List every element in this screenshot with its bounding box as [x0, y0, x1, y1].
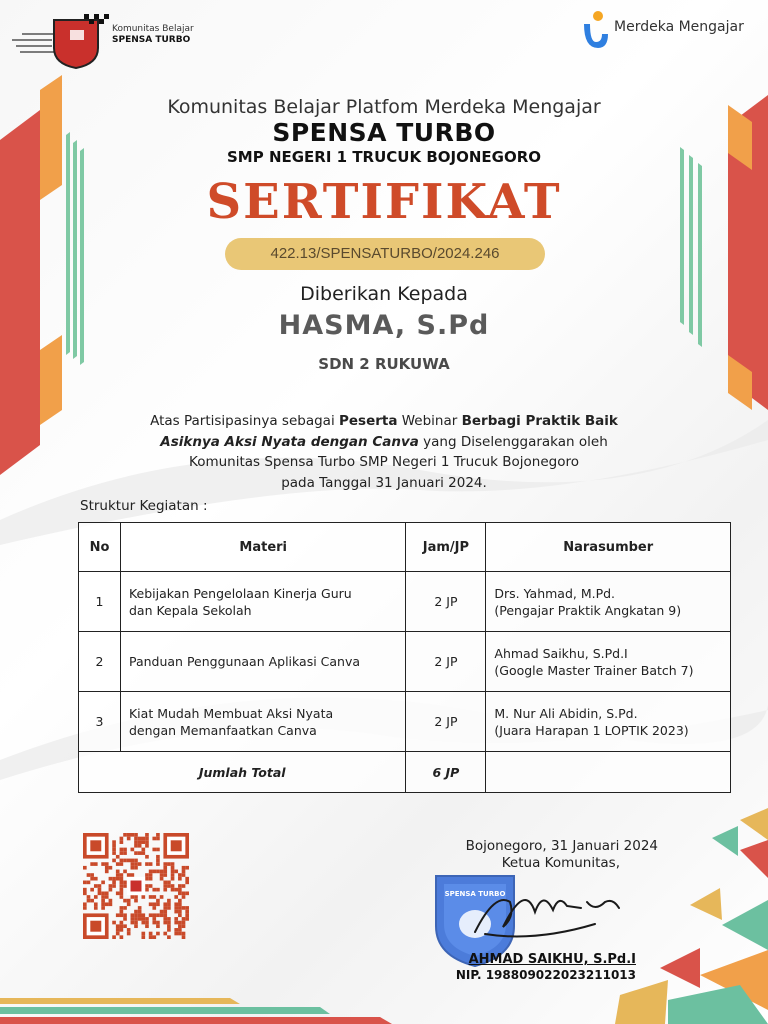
given-to-label: Diberikan Kepada [300, 283, 468, 305]
desc-role: Peserta [338, 413, 398, 429]
left-orange-band-lower [40, 335, 62, 425]
stamp-text: SPENSA TURBO [444, 890, 506, 898]
desc-text-2: Webinar [397, 413, 462, 429]
place-date: Bojonegoro, 31 Januari 2024 [465, 838, 658, 854]
header-materi: Materi [120, 523, 405, 572]
table-header-row [79, 523, 731, 572]
header-no: No [79, 523, 121, 572]
desc-line-3: Komunitas Spensa Turbo SMP Negeri 1 Trucuk Bojonegoro [189, 454, 579, 470]
table-total-row [79, 752, 731, 793]
desc-text-1: Atas Partisipasinya sebagai [150, 413, 339, 429]
schedule-table [78, 522, 731, 793]
row-narasumber [486, 632, 731, 692]
narasumber-name: M. Nur Ali Abidin, S.Pd. [494, 705, 638, 721]
narasumber-title: (Pengajar Praktik Angkatan 9) [494, 602, 682, 618]
row-jam: 2 JP [406, 632, 486, 692]
header-jam: Jam/JP [406, 523, 486, 572]
table-row [79, 632, 731, 692]
desc-topic-b: Asiknya Aksi Nyata dengan Canva [160, 433, 419, 450]
row-narasumber [486, 692, 731, 752]
desc-topic-a: Berbagi Praktik Baik [461, 413, 618, 429]
row-no: 2 [79, 632, 121, 692]
header-narasumber: Narasumber [486, 523, 731, 572]
merdeka-mengajar-logo-icon [580, 10, 612, 52]
community-logo-text [112, 24, 194, 46]
signer-name: AHMAD SAIKHU, S.Pd.I [468, 952, 636, 967]
qr-code-icon[interactable] [80, 833, 192, 939]
total-empty-cell [486, 752, 731, 793]
handwritten-signature [455, 872, 635, 952]
desc-text-3: yang Diselenggarakan oleh [418, 433, 608, 450]
row-jam: 2 JP [406, 572, 486, 632]
signer-nip: NIP. 198809022023211013 [455, 968, 636, 982]
total-label: Jumlah Total [79, 752, 406, 793]
school-org-name: SMP NEGERI 1 TRUCUK BOJONEGORO [227, 148, 541, 166]
narasumber-title: (Google Master Trainer Batch 7) [494, 662, 694, 678]
table-row [79, 572, 731, 632]
narasumber-name: Ahmad Saikhu, S.Pd.I [494, 645, 628, 661]
narasumber-name: Drs. Yahmad, M.Pd. [494, 585, 616, 601]
row-materi [120, 572, 405, 632]
desc-line-4: pada Tanggal 31 Januari 2024. [281, 474, 487, 491]
signature-place-date-block [400, 838, 658, 872]
materi-line-2: dengan Memanfaatkan Canva [128, 722, 317, 738]
merdeka-mengajar-label: Merdeka Mengajar [614, 19, 744, 35]
logo-line-2: SPENSA TURBO [112, 35, 191, 45]
materi-line-1: Kebijakan Pengelolaan Kinerja Guru [128, 585, 352, 601]
narasumber-title: (Juara Harapan 1 LOPTIK 2023) [494, 722, 689, 738]
recipient-school: SDN 2 RUKUWA [318, 355, 450, 373]
row-materi [120, 692, 405, 752]
logo-line-1: Komunitas Belajar [112, 24, 194, 34]
participation-description [110, 411, 658, 493]
signer-role: Ketua Komunitas, [501, 855, 620, 871]
schedule-heading: Struktur Kegiatan : [80, 498, 208, 514]
row-no: 1 [79, 572, 121, 632]
total-value: 6 JP [406, 752, 486, 793]
bottom-stripes [0, 998, 392, 1024]
platform-line: Komunitas Belajar Platfom Merdeka Mengajar [167, 96, 601, 118]
recipient-name: HASMA, S.Pd [278, 310, 490, 341]
row-materi: Panduan Penggunaan Aplikasi Canva [120, 632, 405, 692]
table-row [79, 692, 731, 752]
row-narasumber [486, 572, 731, 632]
community-logo-icon [12, 12, 112, 70]
certificate-number: 422.13/SPENSATURBO/2024.246 [225, 238, 545, 270]
row-no: 3 [79, 692, 121, 752]
materi-line-1: Kiat Mudah Membuat Aksi Nyata [128, 705, 334, 721]
materi-line-2: dan Kepala Sekolah [128, 602, 252, 618]
certificate-title: SERTIFIKAT [206, 174, 562, 230]
community-name: SPENSA TURBO [272, 118, 496, 147]
row-jam: 2 JP [406, 692, 486, 752]
